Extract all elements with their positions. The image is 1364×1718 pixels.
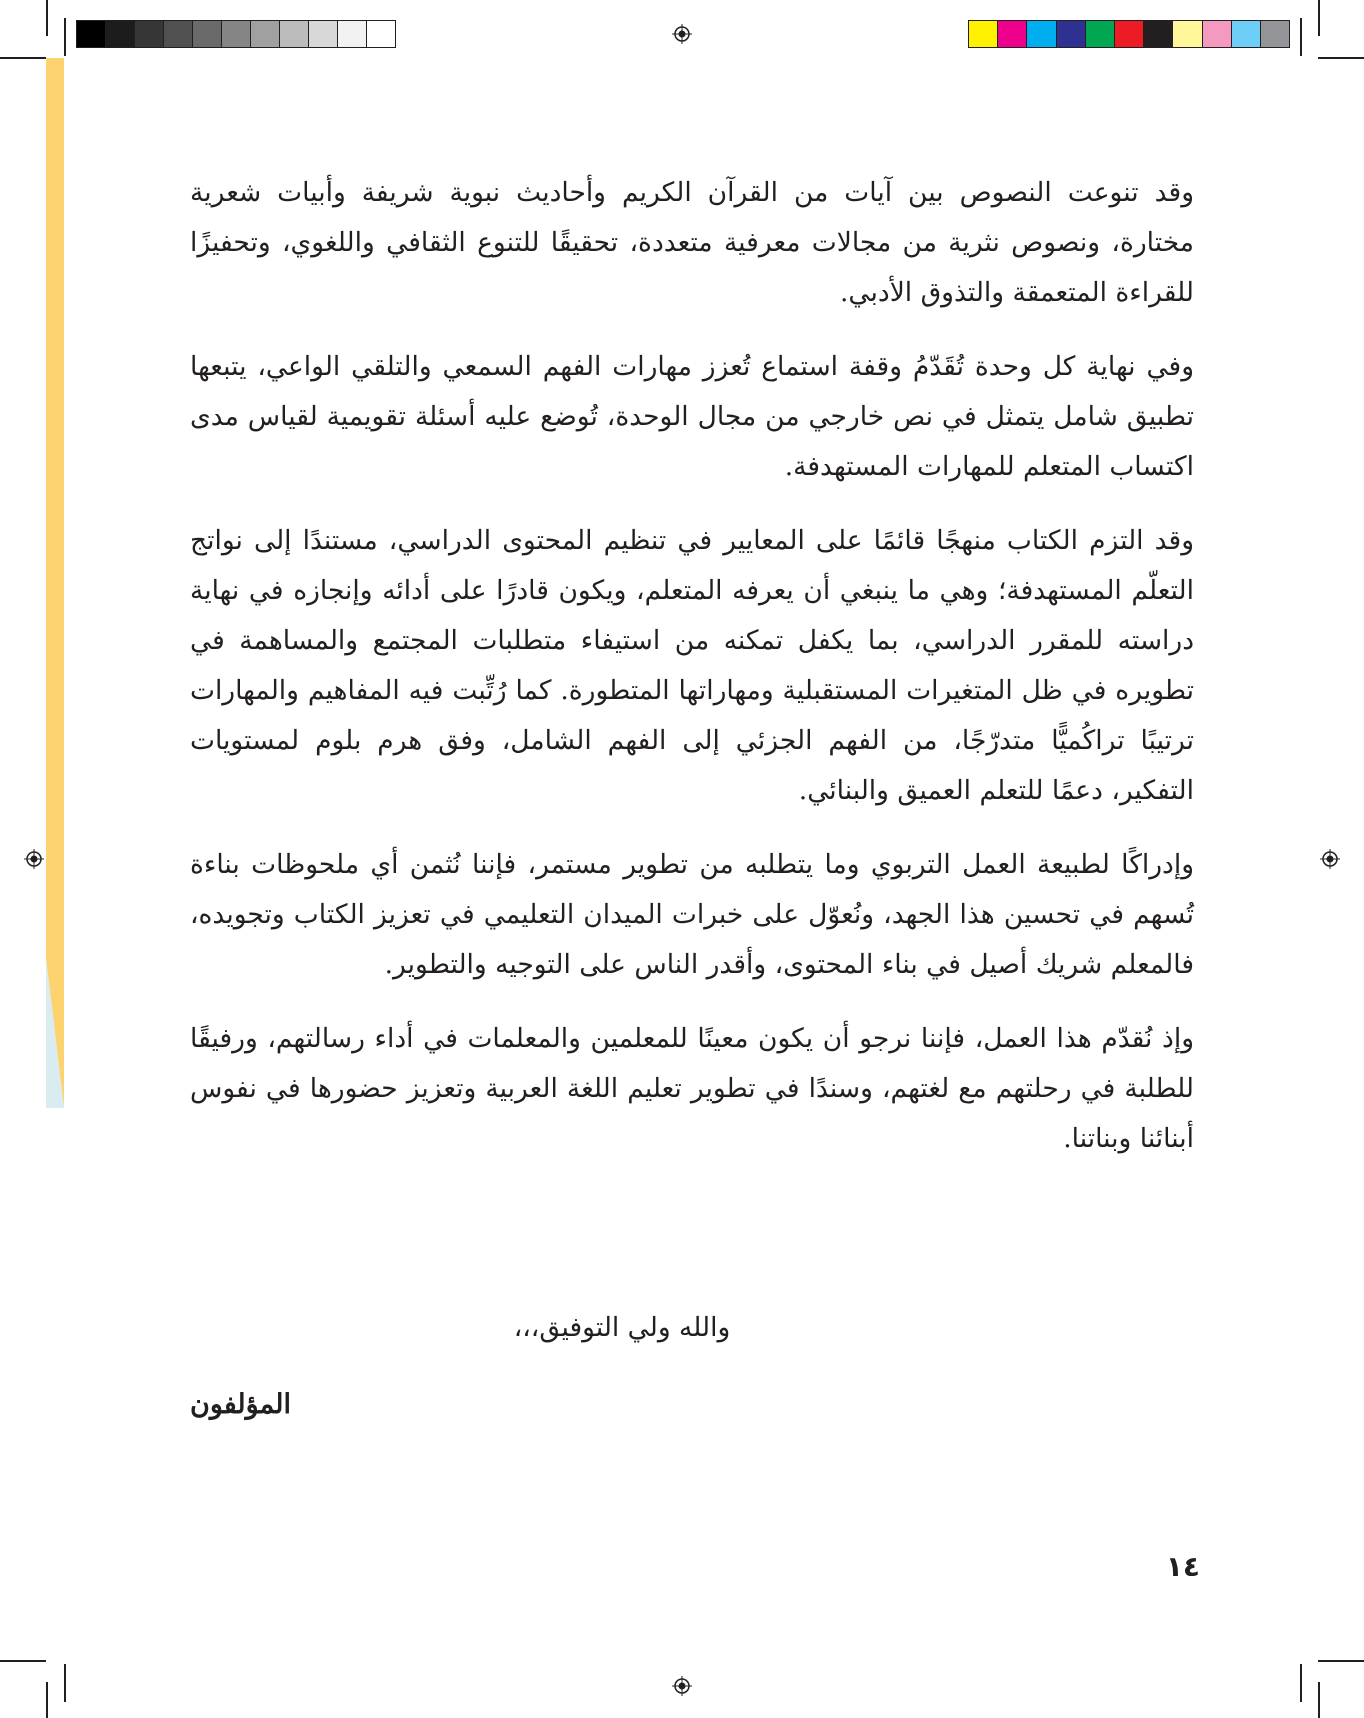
margin-stripe-yellow — [46, 58, 64, 1108]
paragraph-2: وفي نهاية كل وحدة تُقَدّمُ وقفة استماع تُعزز مهارات الفهم السمعي والتلقي الواعي، يتبعها تطبيق شامل يتمثل في نص خارجي من مجال الوحدة، تُوضع عليه أسئلة تقويمية لقياس مدى اكتساب المتعلم للمهارات المستهدفة. — [190, 351, 1194, 482]
paragraph-3: وقد التزم الكتاب منهجًا قائمًا على المعايير في تنظيم المحتوى الدراسي، مستندًا إلى نواتج التعلّم المستهدفة؛ وهي ما ينبغي أن يعرفه المتعلم، ويكون قادرًا على أدائه وإنجازه في نهاية دراسته للمقرر الدراسي، بما يكفل تمكنه من استيفاء متطلبات المجتمع والمساهمة في تطويره في ظل المتغيرات المستقبلية ومهاراتها المتطورة. كما رُتِّبت فيه المفاهيم والمهارات ترتيبًا تراكُميًّا متدرّجًا، من الفهم الجزئي إلى الفهم الشامل، وفق هرم بلوم لمستويات التفكير، دعمًا للتعلم العميق والبنائي. — [190, 525, 1194, 806]
paragraph-1: وقد تنوعت النصوص بين آيات من القرآن الكريم وأحاديث نبوية شريفة وأبيات شعرية مختارة، ونصوص نثرية من مجالات معرفية متعددة، تحقيقًا للتنوع الثقافي واللغوي، وتحفيزًا للقراءة المتعمقة والتذوق الأدبي. — [190, 177, 1194, 308]
crop-mark-top-left-h — [0, 57, 46, 59]
gray-swatch-2 — [106, 21, 135, 47]
crop-mark-top-left-v — [46, 0, 48, 36]
color-swatch-7 — [1144, 21, 1173, 47]
gray-swatch-4 — [164, 21, 193, 47]
closing-line: والله ولي التوفيق،،، — [513, 1312, 731, 1343]
crop-mark-bottom-left-v2 — [64, 1664, 66, 1702]
color-swatch-9 — [1203, 21, 1232, 47]
gray-swatch-11 — [367, 21, 395, 47]
crop-mark-bottom-left-h — [0, 1660, 46, 1662]
gray-swatch-7 — [251, 21, 280, 47]
color-swatch-11 — [1261, 21, 1289, 47]
gray-swatch-5 — [193, 21, 222, 47]
closing-line-wrapper — [190, 1303, 1194, 1353]
color-calibration-bar — [968, 20, 1290, 48]
color-swatch-10 — [1232, 21, 1261, 47]
gray-swatch-3 — [135, 21, 164, 47]
color-swatch-5 — [1086, 21, 1115, 47]
paragraph-4: وإدراكًا لطبيعة العمل التربوي وما يتطلبه من تطوير مستمر، فإننا نُثمن أي ملحوظات بناءة تُسهم في تحسين هذا الجهد، ونُعوّل على خبرات الميدان التعليمي في تعزيز الكتاب وتجويده، فالمعلم شريك أصيل في بناء المحتوى، وأقدر الناس على التوجيه والتطوير. — [190, 849, 1194, 980]
crop-mark-top-right-v — [1318, 0, 1320, 36]
preface-body — [190, 168, 1194, 1188]
color-swatch-8 — [1173, 21, 1202, 47]
color-swatch-1 — [969, 21, 998, 47]
gray-swatch-1 — [77, 21, 106, 47]
gray-swatch-8 — [280, 21, 309, 47]
crop-mark-top-right-v2 — [1300, 18, 1302, 56]
color-swatch-6 — [1115, 21, 1144, 47]
gray-swatch-6 — [222, 21, 251, 47]
gray-swatch-9 — [309, 21, 338, 47]
crop-mark-bottom-right-v2 — [1300, 1664, 1302, 1702]
authors-signature: المؤلفون — [190, 1389, 291, 1420]
registration-mark-right-icon — [1320, 849, 1340, 869]
gray-swatch-10 — [338, 21, 367, 47]
crop-mark-top-right-h — [1318, 57, 1364, 59]
crop-mark-bottom-left-v — [46, 1682, 48, 1718]
color-swatch-2 — [998, 21, 1027, 47]
registration-mark-left-icon — [24, 849, 44, 869]
paragraph-5: وإذ نُقدّم هذا العمل، فإننا نرجو أن يكون معينًا للمعلمين والمعلمات في أداء رسالتهم، ورفيقًا للطلبة في رحلتهم مع لغتهم، وسندًا في تطوير تعليم اللغة العربية وتعزيز حضورها في نفوس أبنائنا وبناتنا. — [190, 1023, 1194, 1154]
crop-mark-bottom-right-h — [1318, 1660, 1364, 1662]
margin-decoration-stripe — [46, 58, 64, 1108]
registration-mark-bottom-icon — [672, 1676, 692, 1696]
crop-mark-top-left-v2 — [64, 18, 66, 56]
registration-mark-top-icon — [672, 24, 692, 44]
page-number: ١٤ — [1165, 1550, 1200, 1583]
crop-mark-bottom-right-v — [1318, 1682, 1320, 1718]
color-swatch-4 — [1057, 21, 1086, 47]
color-swatch-3 — [1027, 21, 1056, 47]
grayscale-calibration-bar — [76, 20, 396, 48]
